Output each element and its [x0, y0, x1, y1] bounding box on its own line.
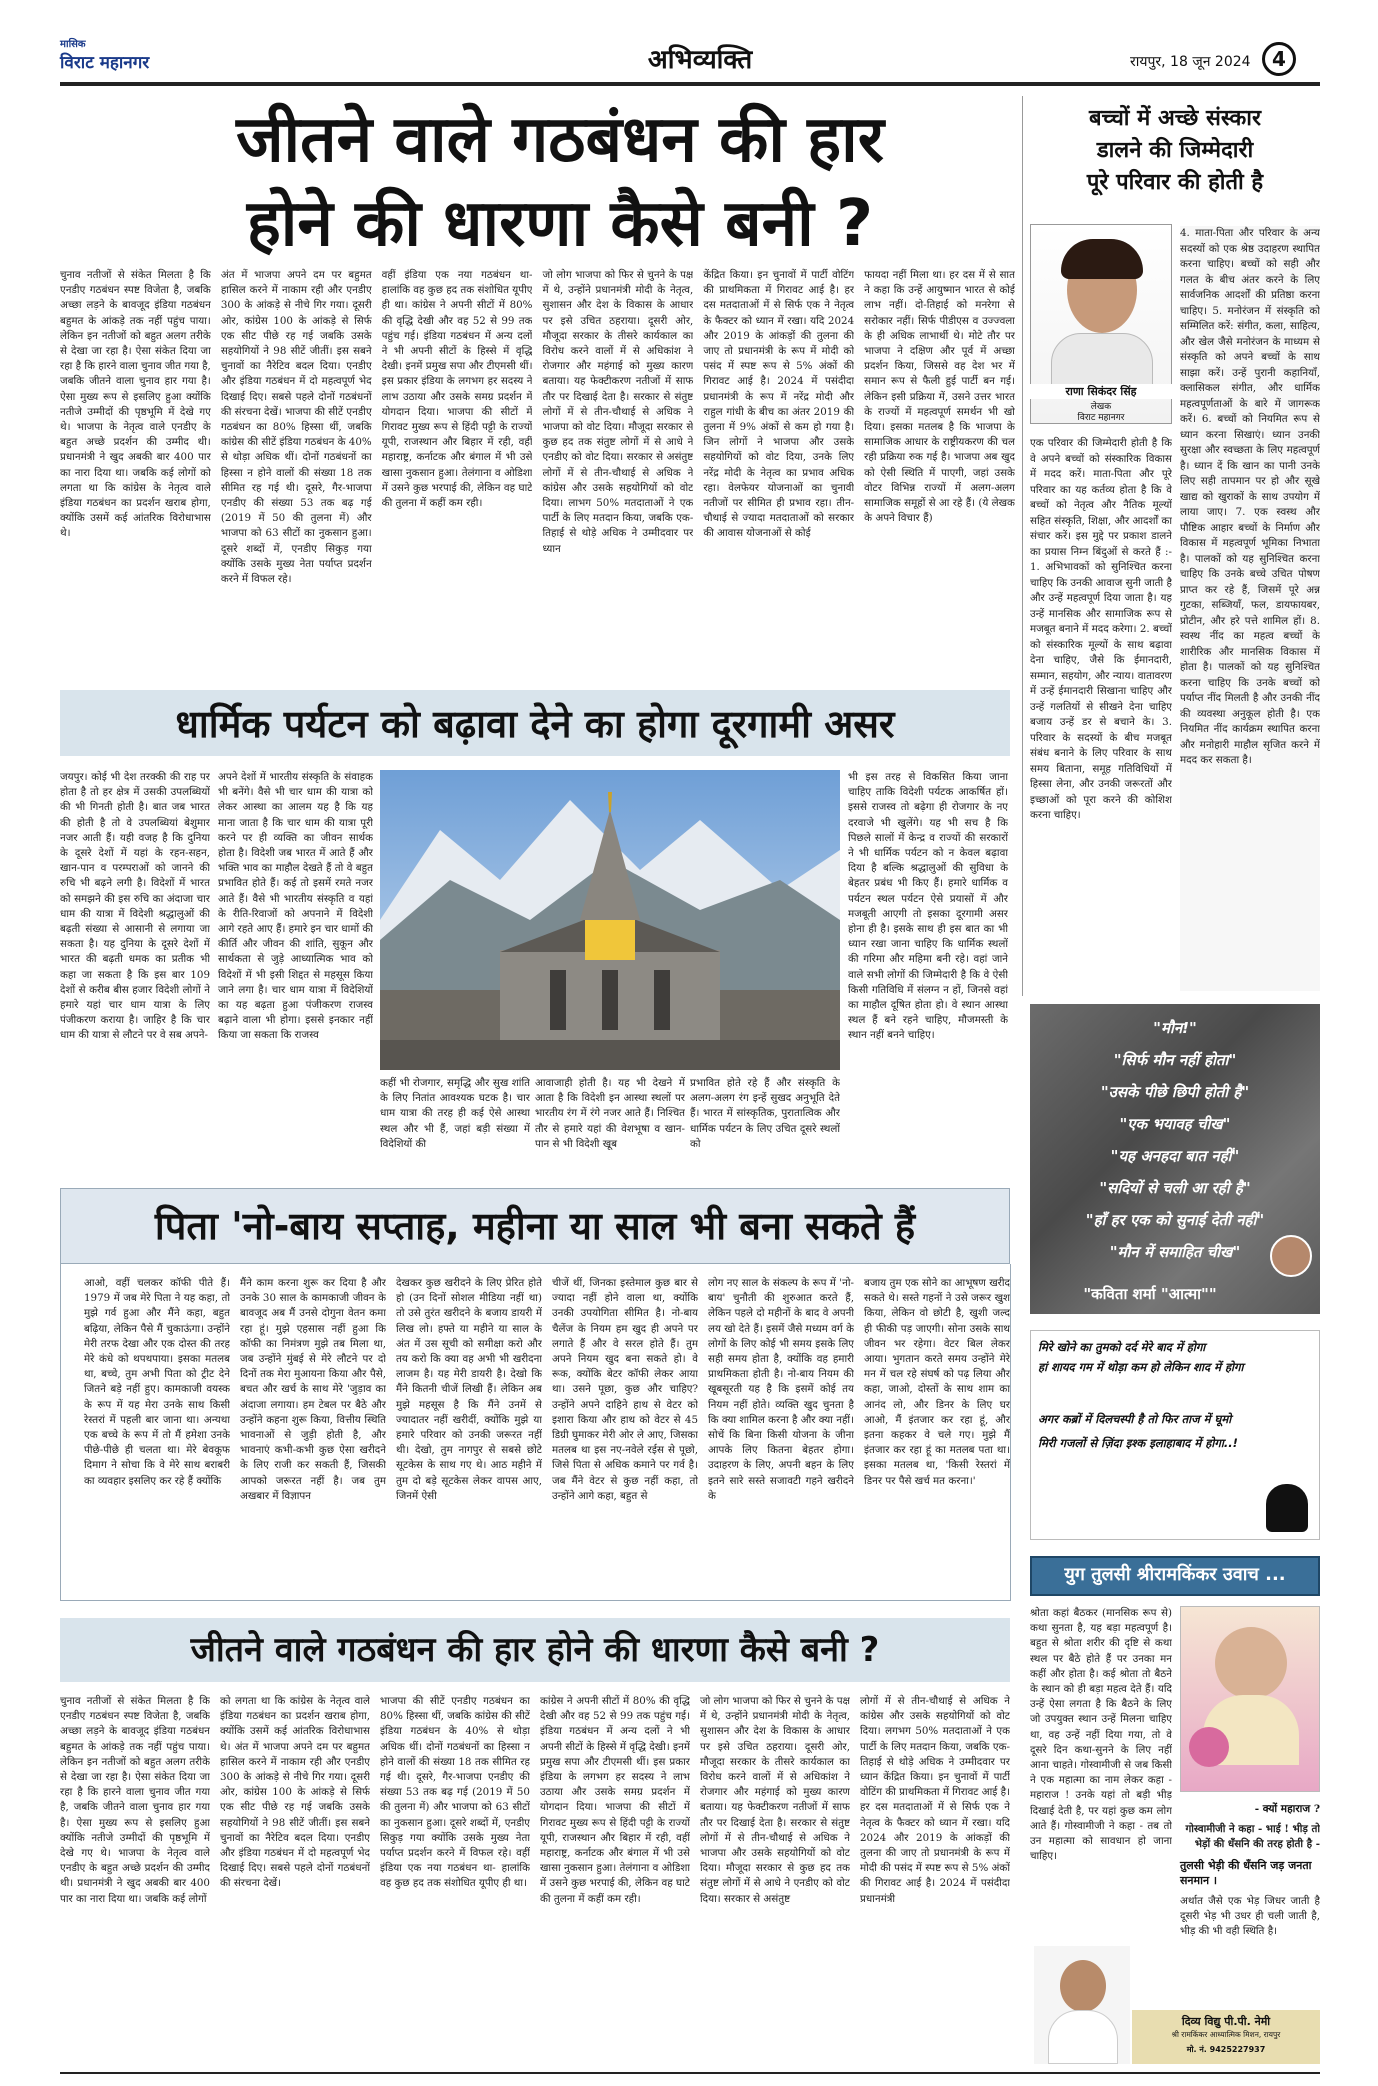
poem-line: "यह अनहदा बात नहीं": [1110, 1147, 1240, 1165]
poem-line: "मौन में समाहित चीख": [1109, 1243, 1241, 1261]
bottom-col: कांग्रेस ने अपनी सीटों में 80% की वृद्धि देखी और वह 52 से 99 तक पहुंच गई। इंडिया गठबंधन में अन्य दलों ने भी अपनी सीटों के हिस्से में वृद्धि देखी। इनमें प्रमुख सपा और टीएमसी थीं। इस प्रकार इंडिया के लगभग हर सदस्य ने लाभ उठाया और उसके समग्र प्रदर्शन में योगदान दिया। भाजपा की सीटों में गिरावट मुख्य रूप से हिंदी पट्टी के राज्यों यूपी, राजस्थान और बिहार में रही, वहीं महाराष्ट्र, कर्नाटक और बंगाल में भी उसे खासा नुकसान हुआ। तेलंगाना व ओडिशा में उसने कुछ भरपाई की, लेकिन वह घाटे की तुलना में कहीं कम रही।: [540, 1695, 690, 1905]
bottom-col: भाजपा की सीटें एनडीए गठबंधन का 80% हिस्सा थीं, जबकि कांग्रेस की सीटें इंडिया गठबंधन के 40% से थोड़ा अधिक थीं। दोनों गठबंधनों का हिस्सा न होने वालों की संख्या 18 तक सीमित रह गई थी। दूसरे, गैर-भाजपा एनडीए की संख्या 53 तक बढ़ गई (2019 में 50 की तुलना में) और भाजपा को 63 सीटों का नुकसान हुआ। दूसरे शब्दों में, एनडीए सिकुड़ गया क्योंकि उसके मुख्य नेता पर्याप्त प्रदर्शन करने में विफल रहे। वहीं इंडिया एक नया गठबंधन था- हालांकि वह कुछ हद तक संशोधित यूपीए ही था।: [380, 1695, 530, 1890]
lead-col: जो लोग भाजपा को फिर से चुनने के पक्ष में थे, उन्होंने प्रधानमंत्री मोदी के नेतृत्व, सुशासन और देश के विकास के आधार पर इसे उचित ठहराया। दूसरी ओर, मौजूदा सरकार के तीसरे कार्यकाल का विरोध करने वालों में से अधिकांश ने रोजगार और महंगाई को मुख्य कारण बताया। यह फेक्टीकरण नतीजों में साफ तौर पर दिखाई देता है। सरकार से संतुष्ट लोगों में से तीन-चौथाई से अधिक ने भाजपा को वोट दिया। मौजूदा सरकार से कुछ हद तक संतुष्ट लोगों में से आधे ने एनडीए को वोट दिया। सरकार से असंतुष्ट लोगों में से तीन-चौथाई से अधिक ने कांग्रेस और उसके सहयोगियों को वोट दिया। लाभग 50% मतदाताओं ने एक पार्टी के लिए मतदान किया, जबकि एक-तिहाई से थोड़े अधिक ने उम्मीदवार पर ध्यान: [542, 269, 694, 555]
bottom-col: को लगता था कि कांग्रेस के नेतृत्व वाले इंडिया गठबंधन का प्रदर्शन खराब होगा, क्योंकि उसमें कई आंतरिक विरोधाभास थे। अंत में भाजपा अपने दम पर बहुमत हासिल करने में नाकाम रही और एनडीए 300 के आंकड़े से नीचे गिर गया। दूसरी ओर, कांग्रेस 100 के आंकड़े से सिर्फ एक सीट पीछे रह गई जबकि उसके सहयोगियों ने 98 सीटें जीतीं। इस सबने चुनावों का नैरेटिव बदल दिया। एनडीए और इंडिया गठबंधन में दो महत्वपूर्ण भेद दिखाई दिए। सबसे पहले दोनों गठबंधनों की संरचना देखें।: [220, 1695, 370, 1890]
lead-col: अंत में भाजपा अपने दम पर बहुमत हासिल करने में नाकाम रही और एनडीए 300 के आंकड़े से नीचे गिर गया। दूसरी ओर, कांग्रेस 100 के आंकड़े से सिर्फ एक सीट पीछे रह गई जबकि उसके सहयोगियों ने 98 सीटें जीतीं। इस सबने चुनावों का नैरेटिव बदल दिया। एनडीए और इंडिया गठबंधन में दो महत्वपूर्ण भेद दिखाई दिए। सबसे पहले दोनों गठबंधनों की संरचना देखें। भाजपा की सीटें एनडीए गठबंधन का 80% हिस्सा थीं, जबकि कांग्रेस की सीटें इंडिया गठबंधन के 40% से थोड़ा अधिक थीं। दोनों गठबंधनों का हिस्सा न होने वालों की संख्या 18 तक सीमित रह गई थी। दूसरे, गैर-भाजपा एनडीए की संख्या 53 तक बढ़ गई (2019 में 50 की तुलना में) और भाजपा को 63 सीटों का नुकसान हुआ। दूसरे शब्दों में, एनडीए सिकुड़ गया क्योंकि उसके मुख्य नेता पर्याप्त प्रदर्शन करने में विफल रहे।: [220, 269, 372, 586]
father-body: [84, 1276, 1010, 1596]
author-role: लेखक: [1090, 402, 1112, 412]
poem-line: "सदियों से चली आ रही है": [1099, 1179, 1251, 1197]
tulsi-col1: श्रोता कहां बैठकर (मानसिक रूप से) कथा सुनता है, यह बड़ा महत्वपूर्ण है। बहुत से श्रोता शरीर की दृष्टि से कथा स्थल पर बैठे होते हैं पर उनका मन कहीं और होता है। कई श्रोता तो बैठने के स्थान को ही बड़ा महत्व देते हैं। यदि उन्हें ऐसा लगता है कि बैठने के लिए जो उपयुक्त स्थान उन्हें मिलना चाहिए था, वह उन्हें नहीं दिया गया, तो वे दूसरे दिन कथा-सुनने के लिए नहीं आना चाहते। गोस्वामीजी से जब किसी ने एक महात्मा का नाम लेकर कहा - महाराज ! उनके यहां तो बड़ी भीड़ दिखाई देती है, पर यहां कुछ कम लोग आते हैं। गोस्वामीजी ने कहा - तब तो उन महात्मा को सावधान हो जाना चाहिए।: [1030, 1607, 1172, 1863]
bottom-col: जो लोग भाजपा को फिर से चुनने के पक्ष में थे, उन्होंने प्रधानमंत्री मोदी के नेतृत्व, सुशासन और देश के विकास के आधार पर इसे उचित ठहराया। दूसरी ओर, मौजूदा सरकार के तीसरे कार्यकाल का विरोध करने वालों में से अधिकांश ने रोजगार और महंगाई को मुख्य कारण बताया। यह फेक्टीकरण नतीजों में साफ तौर पर दिखाई देता है। सरकार से संतुष्ट लोगों में से तीन-चौथाई से अधिक ने भाजपा और उसके सहयोगियों को वोट दिया। मौजूदा सरकार से कुछ हद तक संतुष्ट लोगों में से आधे ने एनडीए को वोट दिया। सरकार से असंतुष्ट: [700, 1695, 850, 1905]
lead-col: फायदा नहीं मिला था। हर दस में से सात ने कहा कि उन्हें आयुष्मान भारत से कोई लाभ नहीं। दो-तिहाई को मनरेगा से सरोकार नहीं। सिर्फ पीडीएस व उज्ज्वला के ही अधिक लाभार्थी थे। मोटे तौर पर भाजपा ने दक्षिण और पूर्व में अच्छा प्रदर्शन किया, जिससे वह देश भर में समान रूप से फैली हुई पार्टी बन गई। लेकिन इसी प्रक्रिया में, उसने उत्तर भारत के राज्यों में महत्वपूर्ण समर्थन भी खो दिया। इसका मतलब है कि भाजपा के सामाजिक आधार के राष्ट्रीयकरण की चल रही प्रक्रिया रुक गई है। भाजपा अब खुद को ऐसी स्थिति में पाएगी, जहां उसके वोटर विभिन्न राज्यों में अलग-अलग सामाजिक समूहों से आ रहे हैं। (ये लेखक के अपने विचार हैं): [864, 269, 1015, 525]
tulsi-answer: गोस्वामीजी ने कहा - भाई ! भीड़ तो भेड़ों की धँसनि की तरह होती है -: [1185, 1823, 1320, 1851]
lead-col: चुनाव नतीजों से संकेत मिलता है कि एनडीए गठबंधन स्पष्ट विजेता है, जबकि अच्छा लड़ने के बावजूद इंडिया गठबंधन बहुमत के आंकड़े तक नहीं पहुंच पाया। लेकिन इन नतीजों को बहुत अलग तरीके से देखा जा रहा है। ऐसा संकेत दिया जा रहा है कि हारने वाला चुनाव जीत गया है, जबकि जीतने वाला चुनाव हार गया है। ऐसा मुख्य रूप से इसलिए हुआ क्योंकि नतीजे उम्मीदों की पृष्ठभूमि में देखे गए थे। भाजपा के नेतृत्व वाले एनडीए के बहुत अच्छे प्रदर्शन की उम्मीद थी। प्रधानमंत्री ने खुद अबकी बार 400 पार का नारा दिया था। जबकि कई लोगों को लगता था कि कांग्रेस के नेतृत्व वाले इंडिया गठबंधन का प्रदर्शन खराब होगा, क्योंकि उसमें कई आंतरिक विरोधाभास थे।: [60, 269, 211, 540]
footer-rule: [60, 2072, 1320, 2074]
masthead: विराट महानगर: [60, 53, 150, 73]
guru-photo: [1180, 1606, 1320, 1792]
tulsi-question: - क्यों महाराज ?: [1254, 1803, 1320, 1815]
father-col: मैंने काम करना शुरू कर दिया है और उनके 30 साल के कामकाजी जीवन के बावजूद अब मैं उनसे दोगुना वेतन कमा रहा हूं। मुझे एहसास नहीं हुआ कि कॉफी का निमंत्रण मुझे तब मिला था, जब उन्होंने मुंबई से मेरे लौटने पर दो दिनों तक मेरा मुआयना किया और पैसे, बचत और खर्च के साथ मेरे 'जुड़ाव का अंदाजा लगाया। हम टेबल पर बैठे और उन्होंने कहना शुरू किया, वित्तीय स्थिति भावनाओं से जुड़ी होती है, और भावनाएं कभी-कभी कुछ ऐसा खरीदने के लिए राजी कर सकती हैं, जिसकी आपको जरूरत नहीं है। जब तुम अखबार में विज्ञापन: [240, 1277, 386, 1502]
father-col: बजाय तुम एक सोने का आभूषण खरीद सकते थे। सस्ते गहनों ने उसे जरूर खुश किया, लेकिन वो छोटी है, खुशी जल्द ही फीकी पड़ जाएगी। सोना उसके साथ जीवन भर रहेगा। वेटर बिल लेकर आया। भुगतान करते समय उन्होंने मेरे मन में चल रहे संघर्ष को पढ़ लिया और कहा, जाओ, दोस्तों के साथ शाम का आनंद लो, और डिनर के लिए घर आओ, मैं इंतजार कर रहा हूं, और इतना कहकर वे चले गए। मुझे मैं इंतजार कर रहा हूं का मतलब पता था। इसका मतलब था, 'किसी रेस्तरां में डिनर पर पैसे खर्च मत करना।': [864, 1277, 1010, 1487]
poet-photo: [1270, 1235, 1312, 1277]
bottom-title: जीतने वाले गठबंधन की हार होने की धारणा कैसे बनी ?: [190, 1630, 880, 1670]
page-number: 4: [1262, 42, 1296, 76]
header-rule: [60, 82, 1320, 86]
tourism-under1: कहीं भी रोजगार, समृद्धि और सुख शांति के लिए नितांत आवश्यक घटक है। चार धाम यात्रा की तरह ही कई ऐसे आस्था स्थल और भी हैं, जहां बड़ी संख्या में विदेशियों की: [380, 1077, 530, 1150]
tourism-title: धार्मिक पर्यटन को बढ़ावा देने का होगा दूरगामी असर: [175, 702, 895, 746]
tulsi-meaning: अर्थात जैसे एक भेड़ जिधर जाती है दूसरी भेड़ भी उधर ही चली जाती है, भीड़ की भी वही स्थिति है।: [1180, 1895, 1320, 1938]
poem-line: "सिर्फ मौन नहीं होता": [1113, 1051, 1237, 1069]
sidebar-title-line3: पूरे परिवार की होती है: [1086, 170, 1264, 195]
sign-photo: [1034, 1946, 1130, 2064]
shayari-line: हां शायद गम में थोड़ा कम हो लेकिन शाद में होगा: [1038, 1360, 1244, 1374]
column-divider: [1022, 96, 1023, 996]
father-col: लोग नए साल के संकल्प के रूप में 'नो-बाय' चुनौती की शुरुआत करते हैं, लेकिन पहले दो महीनों के बाद वे अपनी लय खो देते हैं। इसमें जैसे मध्यम वर्ग के लोगों के लिए कोई भी समय इसके लिए सही समय होता है, क्योंकि वह हमारी प्राथमिकता होती है। नो-बाय नियम की खूबसूरती यह है कि इसमें कोई तय नियम नहीं होते। व्यक्ति खुद चुनता है कि क्या शामिल करना है और क्या नहीं। सोचें कि बिना किसी योजना के जीना आपके लिए कितना बेहतर होगा। उदाहरण के लिए, अपनी बहन के लिए इतने सारे सस्ते सजावटी गहने खरीदने के: [708, 1277, 854, 1502]
father-col: देखकर कुछ खरीदने के लिए प्रेरित होते हो (उन दिनों सोशल मीडिया नहीं था) तो उसे तुरंत खरीदने के बजाय डायरी में लिख लो। हफ्ते या महीने या साल के अंत में उस सूची को समीक्षा करो और तय करो कि क्या वह अभी भी खरीदना लाजम है। यह मेरी डायरी है। देखो कि मैंने कितनी चीजें लिखी हैं। लेकिन अब मुझे महसूस है कि मैंने उनमें से ज्यादातर नहीं खरीदीं, क्योंकि मुझे या हमारे परिवार को उनकी जरूरत नहीं थी। देखो, तुम नागपुर से सबसे छोटे सूटकेस के साथ गए थे। आठ महीने में तुम दो बड़े सूटकेस लेकर वापस आए, जिनमें ऐसी: [396, 1277, 542, 1502]
sidebar-title-line1: बच्चों में अच्छे संस्कार: [1088, 106, 1261, 131]
tourism-col2: अपने देशों में भारतीय संस्कृति के संवाहक भी बनेंगे। वैसे भी चार धाम की यात्रा को लेकर आस्था का आलम यह है कि यह माना जाता है कि चार धाम की यात्रा पूरी करने पर ही व्यक्ति का जीवन सार्थक होता है। विदेशी जब भारत में आते हैं और भक्ति भाव का माहौल देखते हैं तो वे बहुत प्रभावित होते हैं। कई तो इसमें रमते नजर आते हैं। वैसे भी भारतीय संस्कृति व यहां के रीति-रिवाजों को अपनाने में विदेशी आगे रहते आए हैं। हमारे इन चार धामों की कीर्ति और जीवन की शांति, सुकून और सार्थकता से जुड़े आध्यात्मिक भाव को विदेशों में भी इसी शिद्दत से महसूस किया जाने लगा है। चार धाम यात्रा में विदेशियों का यह बढ़ता हुआ पंजीकरण राजस्व बढ़ाने वाला भी होगा। इससे इनकार नहीं किया जा सकता कि राजस्व: [218, 771, 373, 1042]
poem-line: "एक भयावह चीख": [1119, 1115, 1231, 1133]
poem-line: "मौन!": [1153, 1019, 1197, 1037]
sign-role: श्री रामकिंकर आध्यात्मिक मिशन, रायपुर: [1171, 2030, 1281, 2039]
tulsi-title: युग तुलसी श्रीरामकिंकर उवाच ...: [1064, 1564, 1286, 1585]
bottom-col: चुनाव नतीजों से संकेत मिलता है कि एनडीए गठबंधन स्पष्ट विजेता है, जबकि अच्छा लड़ने के बावजूद इंडिया गठबंधन बहुमत के आंकड़े तक नहीं पहुंच पाया। लेकिन इन नतीजों को बहुत अलग तरीके से देखा जा रहा है। ऐसा संकेत दिया जा रहा है कि हारने वाला चुनाव जीत गया है, जबकि जीतने वाला चुनाव हार गया है। ऐसा मुख्य रूप से इसलिए हुआ क्योंकि नतीजे उम्मीदों की पृष्ठभूमि में देखे गए थे। भाजपा के नेतृत्व वाले एनडीए के बहुत अच्छे प्रदर्शन की उम्मीद थी। प्रधानमंत्री ने खुद अबकी बार 400 पार का नारा दिया था। जबकि कई लोगों: [60, 1695, 210, 1905]
lead-title-line2: होने की धारणा कैसे बनी ?: [246, 187, 874, 261]
temple-photo: [380, 770, 840, 1070]
poem-line: "उसके पीछे छिपी होती है": [1100, 1083, 1250, 1101]
father-col: चीजें थीं, जिनका इस्तेमाल कुछ बार से ज्यादा नहीं होने वाला था, क्योंकि उनकी उपयोगिता सीमित है। नो-बाय चैलेंज के नियम हम खुद ही अपने पर लगाते हैं और वे सरल होते हैं। तुम अपने नियम खुद बना सकते हो। वे रूक, क्योंकि बेटर कॉफी लेकर आया था। उसने पूछा, कुछ और चाहिए? उन्होंने अपने दाहिने हाथ से वेटर को इशारा किया और हाथ को वेटर से 45 डिग्री घुमाकर मेरी ओर ले आए, जिसका मतलब था इस नए-नवेले रईस से पूछो, जिसे पिता से अधिक कमाने पर गर्व है। जब मैंने वेटर से कुछ नहीं कहा, तो उन्होंने आगे कहा, बहुत से: [552, 1277, 698, 1502]
lead-col: वहीं इंडिया एक नया गठबंधन था- हालांकि वह कुछ हद तक संशोधित यूपीए ही था। कांग्रेस ने अपनी सीटों में 80% की वृद्धि देखी और वह 52 से 99 तक पहुंच गई। इंडिया गठबंधन में अन्य दलों ने भी अपनी सीटों के हिस्से में वृद्धि देखी। इनमें प्रमुख सपा और टीएमसी थीं। इस प्रकार इंडिया के लगभग हर सदस्य ने लाभ उठाया और उसके समग्र प्रदर्शन में योगदान दिया। भाजपा की सीटों में गिरावट मुख्य रूप से हिंदी पट्टी के राज्यों यूपी, राजस्थान और बिहार में रही, वहीं महाराष्ट्र, कर्नाटक और बंगाल में भी उसे खासा नुकसान हुआ। तेलंगाना व ओडिशा में उसने कुछ भरपाई की, लेकिन वह घाटे की तुलना में कहीं कम रही।: [381, 269, 533, 510]
author-org: विराट महानगर: [1077, 413, 1125, 423]
sidebar-col-left: एक परिवार की जिम्मेदारी होती है कि वे अपने बच्चों को संस्कारिक विकास में मदद करें। माता-पिता और पूरे परिवार का यह कर्तव्य होता है कि वे बच्चों को नेतृत्व और नैतिक मूल्यों सहित संस्कृति, शिक्षा, और आदर्शों का संचार करें। इस मुद्दे पर प्रकाश डालने का प्रयास निम्न बिंदुओं से करते हैं :- 1. अभिभावकों को सुनिश्चित करना चाहिए कि उनकी आवाज सुनी जाती है और उन्हें महत्वपूर्ण दिया जाता है। यह उन्हें मानसिक और सामाजिक रूप से मजबूत बनाने में मदद करेगा। 2. बच्चों को संस्कारिक मूल्यों के साथ बढ़ावा देना चाहिए, जैसे कि ईमानदारी, सम्मान, सहयोग, और न्याय। वातावरण में उन्हें ईमानदारी सिखाना चाहिए और उन्हें गलतियों से सीखने देना चाहिए बजाय उन्हें डर से बचाने के। 3. परिवार के सदस्यों के बीच मजबूत संबंध बनाने के लिए परिवार के साथ समय बिताना, समूह गतिविधियों में हिस्सा लेना, और उनकी जरूरतों और इच्छाओं को पूरा करने की कोशिश करना चाहिए।: [1030, 437, 1172, 821]
tulsi-quote: तुलसी भेड़ी की धँसनि जड़ जनता सनमान ।: [1180, 1859, 1312, 1887]
father-title: पिता 'नो-बाय सप्ताह, महीना या साल भी बना सकते हैं: [154, 1204, 916, 1248]
sign-phone: मो. नं. 9425227937: [1186, 2045, 1266, 2054]
box-border: [60, 1600, 1011, 1601]
father-col: आओ, वहीं चलकर कॉफी पीते हैं। 1979 में जब मेरे पिता ने यह कहा, तो मुझे गर्व हुआ और मैंने कहा, बहुत बढ़िया, लेकिन पैसे मैं चुकाऊंगा। उन्होंने मेरी तरफ देखा और एक दोस्त की तरह मेरे कंधे को थपथपाया। इसका मतलब था, बच्चे, तुम अभी पिता को ट्रीट देने जितने बड़े नहीं हुए। कामकाजी वयस्क के रूप में यह मेरा उनके साथ किसी रेस्तरां में पहली बार जाना था। अन्यथा एक बच्चे के रूप में तो मैं हमेशा उनके पीछे-पीछे ही चलता था। मेरे बेवकूफ दिमाग ने सोचा कि वे मेरे साथ बराबरी का व्यवहार इसलिए कर रहे हैं क्योंकि: [84, 1277, 230, 1487]
sidebar-col-right: 4. माता-पिता और परिवार के अन्य सदस्यों को एक श्रेष्ठ उदाहरण स्थापित करना चाहिए। बच्चों को सही और गलत के बीच अंतर करने के लिए सार्वजनिक आदर्शों की प्रतिष्ठा करना चाहिए। 5. मनोरंजन में संस्कृति को सम्मिलित करें: संगीत, कला, साहित्य, और खेल जैसे मनोरंजन के माध्यम से संस्कृति को अपने बच्चों के साथ साझा करें। उन्हें पुरानी कहानियाँ, क्लासिकल संगीत, और धार्मिक महत्वपूर्णताओं के बारे में जागरूक करें। 6. बच्चों को नियमित रूप से ध्यान करना सिखाएं। ध्यान उनकी सुरक्षा और स्वच्छता के लिए महत्वपूर्ण है। ध्यान दें कि खान का पानी उनके लिए सही तापमान पर हो और सूखे खाद्य को खुराकों के साथ उपयोग में लाया जाए। 7. एक स्वस्थ और पौष्टिक आहार बच्चों के निर्माण और विकास में महत्वपूर्ण भूमिका निभाता है। पालकों को यह सुनिश्चित करना चाहिए कि उनके बच्चे उचित पोषण प्राप्त कर रहे हैं, जिसमें पूरे अन्न गुटका, सब्जियाँ, फल, डायफायबर, प्रोटीन, और हरे पत्ते शामिल हों। 8. स्वस्थ नींद का महत्व बच्चों के शारीरिक और मानसिक विकास में होता है। पालकों को यह सुनिश्चित करना चाहिए कि उनके बच्चों को पर्याप्त नींद मिलती है और उनकी नींद की व्यवस्था अनुकूल होती है। एक नियमित नींद कार्यक्रम स्थापित करना और मनोहारी माहौल सृजित करने में मदद कर सकता है।: [1180, 226, 1320, 991]
masthead-small: मासिक: [60, 39, 86, 50]
author-name: राणा सिकंदर सिंह: [1030, 384, 1172, 399]
issue-date: रायपुर, 18 जून 2024: [1130, 54, 1251, 70]
tourism-col3: भी इस तरह से विकसित किया जाना चाहिए ताकि विदेशी पर्यटक आकर्षित हों। इससे राजस्व तो बढ़ेगा ही रोजगार के नए दरवाजे भी खुलेंगे। यह भी सच है कि पिछले सालों में केन्द्र व राज्यों की सरकारों ने भी धार्मिक पर्यटन को न केवल बढ़ावा दिया है बल्कि श्रद्धालुओं की सुविधा के बेहतर प्रबंध भी किए हैं। हमारे धार्मिक व पर्यटन स्थल पर्यटन ऐसे प्रयासों में और मजबूती आएगी तो इसका दूरगामी असर होना ही है। इसके साथ ही इस बात का भी ध्यान रखा जाना चाहिए कि धार्मिक स्थलों की गरिमा और महिमा बनी रहे। वहां जाने वाले सभी लोगों की जिम्मेदारी है कि वे ऐसी किसी गतिविधि में संलग्न न हों, जिनसे वहां का माहौल दूषित होता हो। वे स्थान आस्था स्थल हैं बने रहने चाहिए, मौजमस्ती के स्थान नहीं बनने चाहिए।: [848, 771, 1008, 1042]
poet-sketch-icon: [1266, 1484, 1308, 1532]
lead-body: [60, 268, 1015, 668]
box-border: [60, 1264, 61, 1600]
shayari-line: मिरी गजलों से ज़िंदा इश्क इलाहाबाद में होगा..!: [1038, 1436, 1238, 1450]
bottom-body: [60, 1694, 1010, 2069]
shayari-line: मिरे खोने का तुमको दर्द मेरे बाद में होगा: [1038, 1340, 1206, 1354]
tourism-under3: प्रभावित होते रहे हैं और संस्कृति के अलग-अलग रंग इन्हें सुखद अनुभूति देते हैं। भारत में सांस्कृतिक, पुरातात्विक और धार्मिक पर्यटन के लिए उचित दूसरे स्थलों को: [690, 1077, 840, 1150]
tourism-under2: आवाजाही होती है। यह भी देखने में आता है कि विदेशी इन आस्था स्थलों पर भारतीय रंग में रंगे नजर आते हैं। निश्चित तौर से हमारे यहां की वेशभूषा व खान-पान से भी विदेशी खूब: [535, 1077, 685, 1150]
lead-title-line1: जीतने वाले गठबंधन की हार: [236, 103, 884, 177]
box-border: [1010, 1264, 1011, 1600]
sidebar-title-line2: डालने की जिम्मेदारी: [1096, 138, 1254, 163]
tourism-col1: जयपुर। कोई भी देश तरक्की की राह पर होता है तो हर क्षेत्र में उसकी उपलब्धियों की भी गिनती होती है। बात जब भारत की होती है तो वे उपलब्धियां बेशुमार नजर आती हैं। यही वजह है कि दुनिया के दूसरे देशों में यहां के रहन-सहन, खान-पान व परम्पराओं को जानने की रुचि भी बढ़ने लगी है। विदेशों में भारत को समझने की इस रुचि का अंदाजा चार धाम की यात्रा में विदेशी श्रद्धालुओं की बढ़ती संख्या से आसानी से लगाया जा सकता है। यह दुनिया के दूसरे देशों में भारत की बढ़ती धमक का प्रतीक भी कहा जा सकता है कि इस बार 109 देशों से करीब बीस हजार विदेशी लोगों ने हमारे यहां चार धाम यात्रा के लिए पंजीकरण कराया है। जाहिर है कि चार धाम की यात्रा से लौटने पर वे सब अपने-: [60, 771, 210, 1042]
poem-line: "हाँ हर एक को सुनाई देती नहीं": [1085, 1211, 1265, 1229]
section-title: अभिव्यक्ति: [647, 45, 753, 75]
bottom-col: लोगों में से तीन-चौथाई से अधिक ने कांग्रेस और उसके सहयोगियों को वोट दिया। लगभग 50% मतदाताओं ने एक पार्टी के लिए मतदान किया, जबकि एक-तिहाई से थोड़े अधिक ने उम्मीदवार पर ध्यान केंद्रित किया। इन चुनावों में पार्टी वोटिंग की प्राथमिकता में गिरावट आई है। हर दस मतदाताओं में से सिर्फ एक ने नेतृत्व के फैक्टर को ध्यान में रखा। यदि 2024 और 2019 के आंकड़ों की तुलना की जाए तो प्रधानमंत्री के रूप में मोदी की पसंद में स्पष्ट रूप से 5% अंकों की गिरावट आई है। 2024 में पसंदीदा प्रधानमंत्री: [860, 1695, 1010, 1905]
sign-name: दिव्य विद्यु पी.पी. नेमी: [1181, 2015, 1271, 2028]
poem-author: "कविता शर्मा "आत्मा"": [1083, 1285, 1217, 1303]
shayari-line: अगर कब्रों में दिलचस्पी है तो फिर ताज में घूमो: [1038, 1412, 1232, 1426]
lead-col: केंद्रित किया। इन चुनावों में पार्टी वोटिंग की प्राथमिकता में गिरावट आई है। हर दस मतदाताओं में से सिर्फ एक ने नेतृत्व के फैक्टर को ध्यान में रखा। यदि 2024 और 2019 के आंकड़ों की तुलना की जाए तो प्रधानमंत्री के रूप में मोदी को पसंद में स्पष्ट रूप से 5% अंकों की गिरावट आई है। 2024 में पसंदीदा प्रधानमंत्री के रूप में नरेंद्र मोदी और राहुल गांधी के बीच का अंतर 2019 की तुलना में 9% अंकों से कम हो गया है। जिन लोगों ने भाजपा और उसके सहयोगियों को वोट दिया, उनके लिए नरेंद्र मोदी के नेतृत्व का प्रभाव अधिक रहा। वेलफेयर योजनाओं का चुनावी नतीजों पर सीमित ही प्रभाव रहा। तीन-चौथाई से ज्यादा मतदाताओं को सरकार की आवास योजनाओं से कोई: [703, 269, 855, 540]
